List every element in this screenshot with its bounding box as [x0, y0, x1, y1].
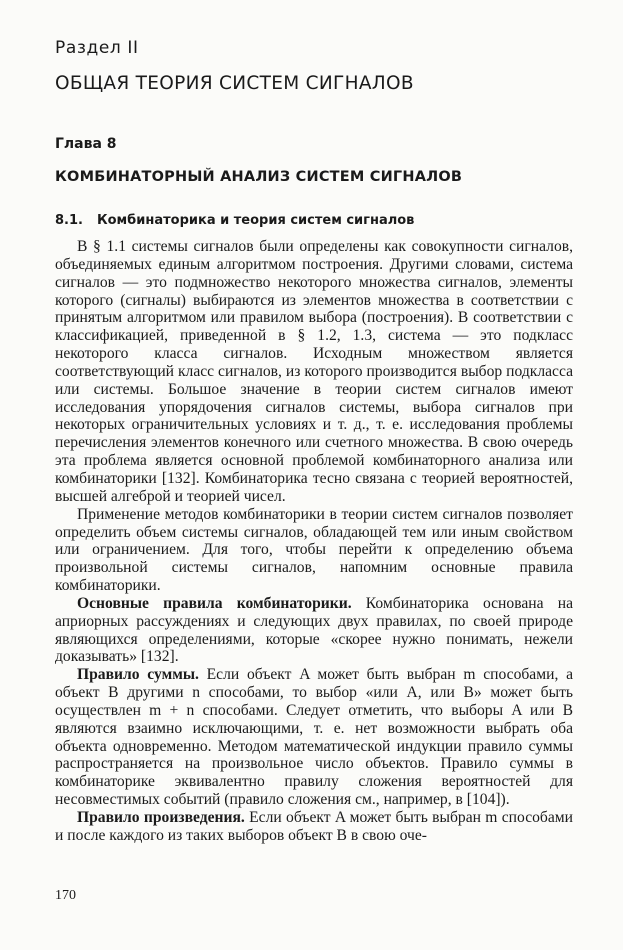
body-text — [55, 238, 573, 845]
paragraph-text: В § 1.1 системы сигналов были определены как совокупности сигналов, объединяемых единым алгоритмом построения. Другими словами, система сигналов — это подмножество некоторого множества сигналов, элементы которого (сигналы) выбираются из элементов множества в соответствии с принятым алгоритмом или правилом выбора (построения). В соответствии с классификацией, приведенной в § 1.2, 1.3, система — это подкласс некоторого класса сигналов. Исходным множеством является соответствующий класс сигналов, из которого производится выбор подкласса или системы. Большое значение в теории систем сигналов имеют исследования упорядочения сигналов системы, выбора сигналов при некоторых ограничительных условиях и т. д., т. е. исследования проблемы перечисления элементов конечного или счетного множества. В свою очередь эта проблема является основной проблемой комбинаторного анализа или комбинаторики [132]. Комбинаторика тесно связана с теорией вероятностей, высшей алгеброй и теорией чисел. — [55, 238, 573, 505]
chapter-label: Глава 8 — [55, 136, 117, 152]
page-number: 170 — [55, 888, 76, 903]
paragraph-text: Если объект A может быть выбран m способами и после каждого из таких выборов объект B в свою оче- — [55, 809, 573, 844]
part-title: ОБЩАЯ ТЕОРИЯ СИСТЕМ СИГНАЛОВ — [55, 73, 414, 94]
paragraph — [55, 238, 573, 506]
paragraph-lead: Правило суммы. — [77, 666, 199, 684]
paragraph-lead: Основные правила комбинаторики. — [77, 594, 352, 612]
paragraph — [55, 809, 573, 845]
paragraph — [55, 506, 573, 595]
paragraph — [55, 595, 573, 666]
subsection-number: 8.1. — [55, 213, 83, 228]
chapter-title: КОМБИНАТОРНЫЙ АНАЛИЗ СИСТЕМ СИГНАЛОВ — [55, 169, 463, 185]
paragraph-text: Применение методов комбинаторики в теории систем сигналов позволяет определить объем системы сигналов, обладающей тем или иным свойством или ограничением. Для того, чтобы перейти к определению объема произвольной системы сигналов, напомним основные правила комбинаторики. — [55, 505, 573, 595]
paragraph-lead: Правило произведения. — [77, 809, 245, 826]
subsection-title: Комбинаторика и теория систем сигналов — [97, 213, 415, 228]
paragraph — [55, 666, 573, 809]
section-label: Раздел II — [55, 38, 139, 58]
paragraph-text: Если объект A может быть выбран m способами, а объект B другими n способами, то выбор «или A, или B» может быть осуществлен m + n способами. Следует отметить, что выборы A или B являются взаимно исключающими, т. е. нет возможности выбрать оба объекта одновременно. Методом математической индукции правило суммы распространяется на произвольное число объектов. Правило суммы в комбинаторике эквивалентно правилу сложения вероятностей для несовместимых событий (правило сложения см., например, в [104]). — [55, 666, 574, 809]
subsection-heading — [55, 213, 414, 228]
paragraph-text: Комбинаторика основана на априорных рассуждениях и следующих двух правилах, по своей природе являющихся определениями, которые «скорее нужно понимать, нежели доказывать» [132]. — [55, 594, 574, 666]
